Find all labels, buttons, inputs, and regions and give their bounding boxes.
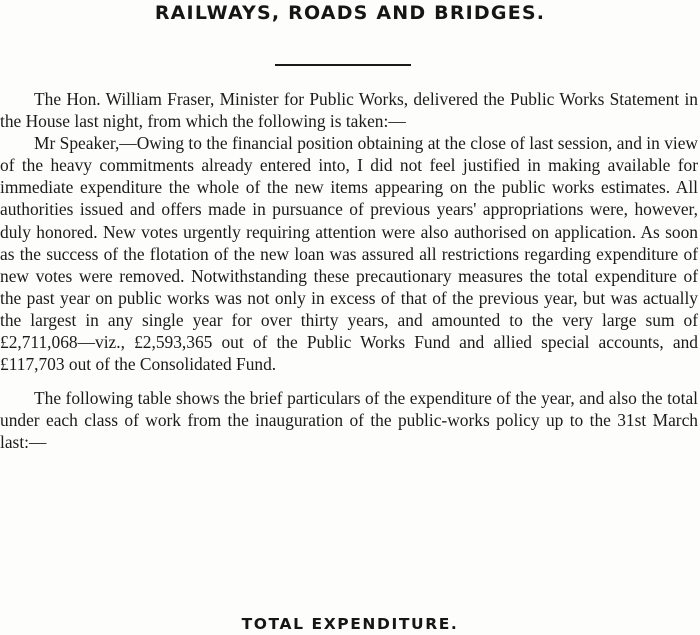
speech-paragraph: Mr Speaker,—Owing to the financial position obtaining at the close of last session, and in view of the heavy commitments already entered into, I did not feel justified in making available for immediate expenditure the whole of the new items appearing on the public works estimates. All authorities issued and offers made in pursuance of previous years' appropriations were, however, duly honored. New votes urgently requiring attention were also authorised on application. As soon as the success of the flotation of the new loan was assured all restrictions regarding expenditure of new votes were removed. Notwithstanding these precautionary measures the total expenditure of the past year on public works was not only in excess of that of the previous year, but was actually the largest in any single year for over thirty years, and amounted to the very large sum of £2,711,068—viz., £2,593,365 out of the Public Works Fund and allied special accounts, and £117,703 out of the Consolidated Fund.	[0, 133, 698, 375]
table-intro-paragraph: The following table shows the brief particulars of the expenditure of the year, and also the total under each class of work from the inauguration of the public-works policy up to the 31st March last:—	[0, 388, 698, 453]
intro-paragraph: The Hon. William Fraser, Minister for Public Works, delivered the Public Works Statement in the House last night, from which the following is taken:—	[0, 89, 698, 132]
section-subheading: TOTAL EXPENDITURE.	[241, 615, 459, 633]
article-headline: RAILWAYS, ROADS AND BRIDGES.	[154, 2, 546, 24]
article-body	[0, 88, 698, 454]
headline-divider	[275, 64, 411, 66]
